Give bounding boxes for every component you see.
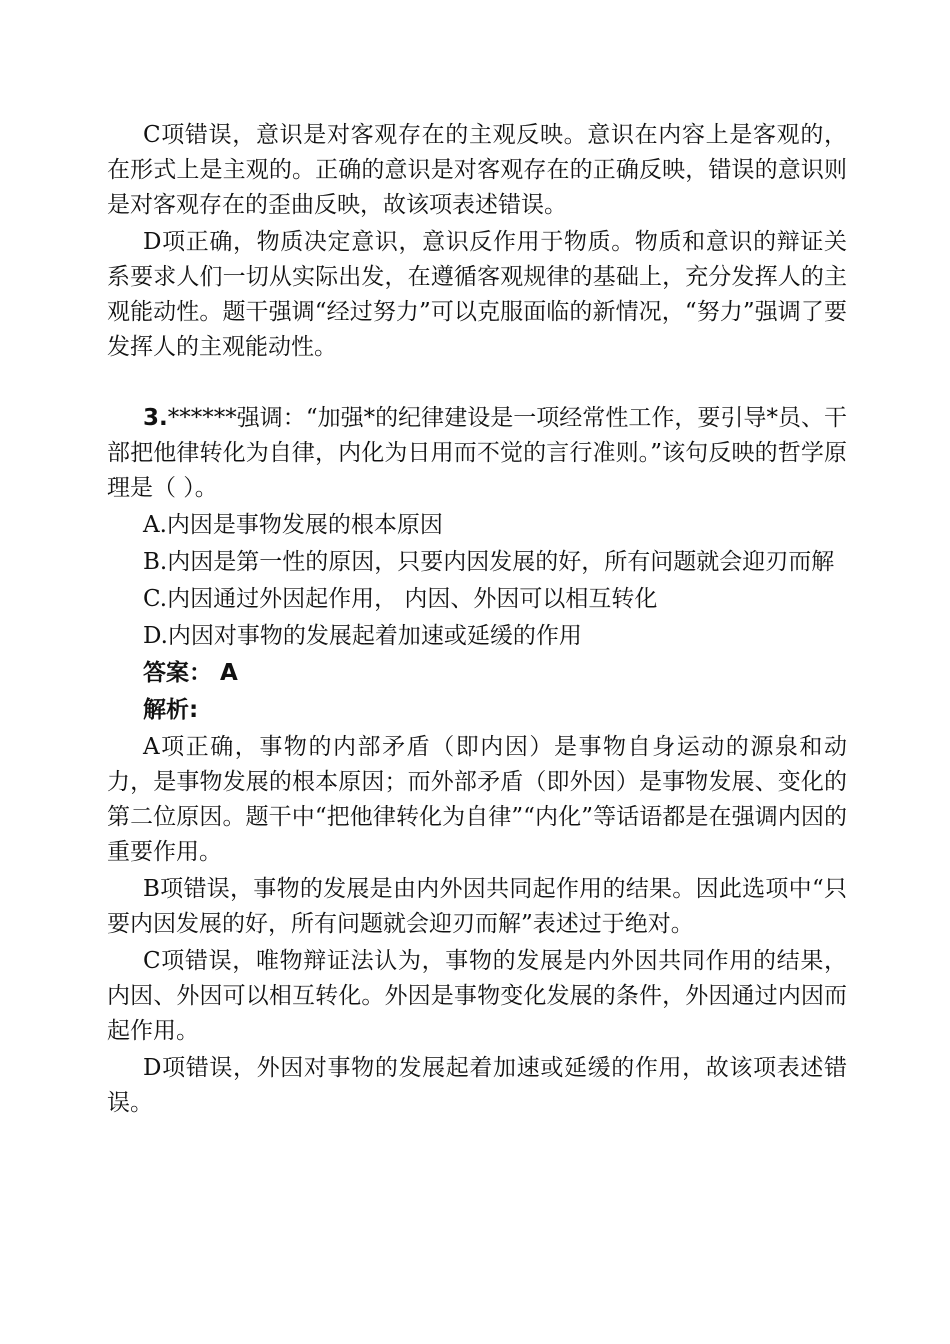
option-a: A.内因是事物发展的根本原因 <box>143 512 443 538</box>
analysis-c: C项错误，唯物辩证法认为，事物的发展是内外因共同作用的结果，内因、外因可以相互转化。外因是事物变化发展的条件，外因通过内因而起作用。 <box>107 948 847 1044</box>
option-d: D.内因对事物的发展起着加速或延缓的作用 <box>143 623 582 649</box>
question-stem-text: ******强调：“加强*的纪律建设是一项经常性工作，要引导*员、干部把他律转化为自律，内化为日用而不觉的言行准则。”该句反映的哲学原理是（ ）。 <box>107 405 847 501</box>
prev-explanation-c: C项错误，意识是对客观存在的主观反映。意识在内容上是客观的，在形式上是主观的。正确的意识是对客观存在的正确反映，错误的意识则是对客观存在的歪曲反映，故该项表述错误。 <box>107 122 847 218</box>
section-gap <box>107 367 847 401</box>
analysis-label: 解析: <box>143 697 199 723</box>
answer-value: A <box>220 660 238 686</box>
prev-explanation-d: D项正确，物质决定意识，意识反作用于物质。物质和意识的辩证关系要求人们一切从实际出发，在遵循客观规律的基础上，充分发挥人的主观能动性。题干强调“经过努力”可以克服面临的新情况，“努力”强调了要发挥人的主观能动性。 <box>107 229 847 360</box>
analysis-b: B项错误，事物的发展是由内外因共同起作用的结果。因此选项中“只要内因发展的好，所有问题就会迎刃而解”表述过于绝对。 <box>107 876 847 937</box>
option-b: B.内因是第一性的原因，只要内因发展的好，所有问题就会迎刃而解 <box>143 549 835 575</box>
answer-label: 答案： <box>143 660 212 686</box>
answer-line <box>107 656 847 691</box>
question-3-stem <box>107 401 847 506</box>
question-number: 3. <box>143 405 168 431</box>
document-body <box>107 118 847 1123</box>
option-c: C.内因通过外因起作用， 内因、外因可以相互转化 <box>143 586 658 612</box>
analysis-d: D项错误，外因对事物的发展起着加速或延缓的作用，故该项表述错误。 <box>107 1055 847 1116</box>
analysis-a: A项正确，事物的内部矛盾（即内因）是事物自身运动的源泉和动力，是事物发展的根本原因；而外部矛盾（即外因）是事物发展、变化的第二位原因。题干中“把他律转化为自律”“内化”等话语都是在强调内因的重要作用。 <box>107 734 847 865</box>
